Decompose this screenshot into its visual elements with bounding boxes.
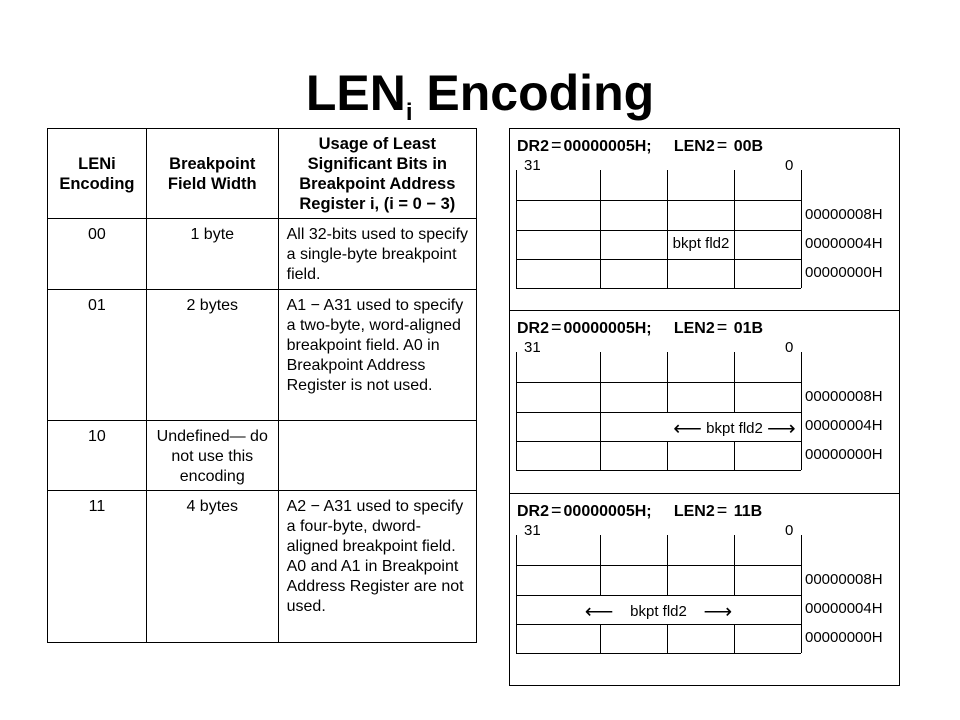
- len-value: 11B: [733, 503, 763, 520]
- address-label: 00000008H: [805, 571, 883, 588]
- panel-len-01: [510, 310, 899, 491]
- header-width: Breakpoint Field Width: [146, 129, 278, 219]
- panel-header: [517, 135, 763, 156]
- memory-grid: [516, 170, 801, 298]
- breakpoint-field: [668, 416, 801, 441]
- panel-len-11: [510, 493, 899, 674]
- bit-0-label: 0: [785, 339, 794, 356]
- len-value: 01B: [733, 320, 764, 337]
- address-label: 00000008H: [805, 388, 883, 405]
- equals-sign: =: [551, 317, 562, 337]
- equals-sign: =: [551, 500, 562, 520]
- table-row: [48, 491, 477, 643]
- breakpoint-diagrams: [509, 128, 900, 686]
- bit-31-label: 31: [524, 339, 541, 356]
- panel-len-00: [510, 129, 899, 309]
- left-arrow-icon: ⟵: [584, 601, 614, 623]
- address-label: 00000004H: [805, 235, 883, 252]
- dr-label: DR2: [517, 503, 550, 520]
- title-rest: Encoding: [412, 65, 655, 121]
- address-label: 00000000H: [805, 629, 883, 646]
- memory-grid: [516, 352, 801, 480]
- row-width: 1 byte: [146, 219, 278, 290]
- row-encoding: 00: [48, 219, 147, 290]
- dr-value: 00000005H;: [563, 503, 652, 520]
- row-usage: A1 − A31 used to specify a two-byte, word-aligned breakpoint field. A0 in Breakpoint Address Register is not used.: [278, 290, 476, 421]
- dr-label: DR2: [517, 320, 550, 337]
- address-label: 00000004H: [805, 600, 883, 617]
- breakpoint-field: [516, 599, 801, 624]
- address-label: 00000000H: [805, 446, 883, 463]
- len-label: LEN2: [673, 503, 715, 520]
- address-label: 00000008H: [805, 206, 883, 223]
- address-label: 00000004H: [805, 417, 883, 434]
- breakpoint-field-label: bkpt fld2: [630, 603, 687, 620]
- row-encoding: 11: [48, 491, 147, 643]
- len-label: LEN2: [673, 320, 715, 337]
- dr-label: DR2: [517, 138, 550, 155]
- row-encoding: 10: [48, 421, 147, 491]
- row-width: Undefined— do not use this encoding: [146, 421, 278, 491]
- row-usage: [278, 421, 476, 491]
- len-label: LEN2: [673, 138, 715, 155]
- right-arrow-icon: ⟶: [767, 418, 796, 440]
- title-main: LEN: [305, 65, 406, 121]
- table-row: [48, 219, 477, 290]
- len-value: 00B: [733, 138, 764, 155]
- dr-value: 00000005H;: [563, 320, 652, 337]
- right-arrow-icon: ⟶: [703, 601, 733, 623]
- row-width: 2 bytes: [146, 290, 278, 421]
- title-subscript: i: [405, 99, 413, 126]
- equals-sign: =: [551, 135, 562, 155]
- bit-31-label: 31: [524, 157, 541, 174]
- row-usage: A2 − A31 used to specify a four-byte, dword-aligned breakpoint field. A0 and A1 in Breakpoint Address Register are not used.: [278, 491, 476, 643]
- table-row: [48, 290, 477, 421]
- table-row: [48, 421, 477, 491]
- equals-sign: =: [716, 500, 728, 520]
- breakpoint-field-label: bkpt fld2: [706, 420, 763, 437]
- header-usage: Usage of Least Significant Bits in Breakpoint Address Register i, (i = 0 − 3): [278, 129, 476, 219]
- bit-31-label: 31: [524, 522, 541, 539]
- panel-header: [517, 317, 763, 338]
- bit-0-label: 0: [785, 157, 794, 174]
- memory-grid: [516, 535, 801, 663]
- header-encoding: LENi Encoding: [48, 129, 147, 219]
- address-label: 00000000H: [805, 264, 883, 281]
- row-encoding: 01: [48, 290, 147, 421]
- len-encoding-table: [47, 128, 477, 643]
- breakpoint-field-label: bkpt fld2: [672, 235, 730, 252]
- row-width: 4 bytes: [146, 491, 278, 643]
- panel-header: [517, 500, 762, 521]
- row-usage: All 32-bits used to specify a single-byte breakpoint field.: [278, 219, 476, 290]
- equals-sign: =: [716, 317, 728, 337]
- table-header-row: [48, 129, 477, 219]
- equals-sign: =: [716, 135, 728, 155]
- bit-0-label: 0: [785, 522, 794, 539]
- dr-value: 00000005H;: [563, 138, 652, 155]
- left-arrow-icon: ⟵: [673, 418, 702, 440]
